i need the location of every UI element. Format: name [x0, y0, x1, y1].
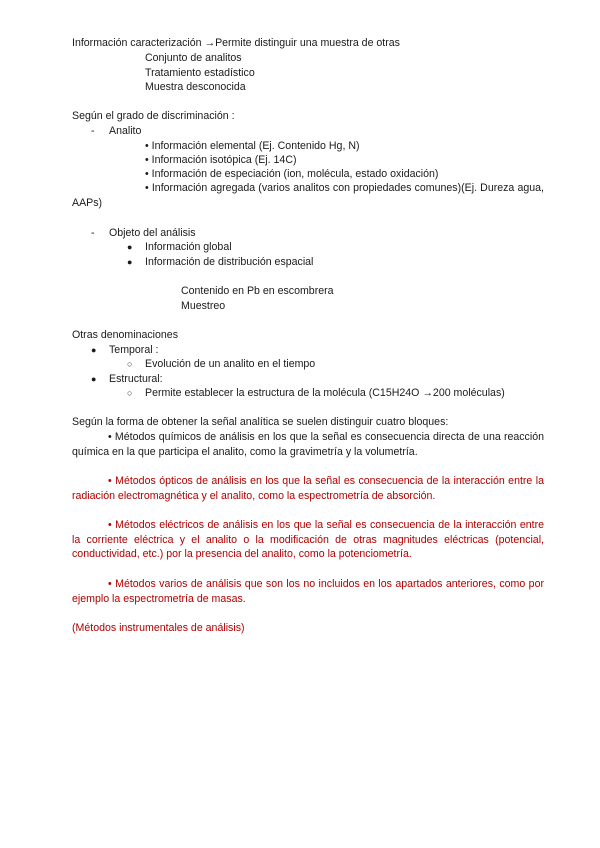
sub-tratamiento: Tratamiento estadístico: [145, 67, 255, 79]
metodos-instrumentales: (Métodos instrumentales de análisis): [72, 622, 245, 634]
analito-label: Analito: [109, 125, 142, 137]
bullet-dot: ●: [91, 345, 97, 355]
bullet-circle: ○: [127, 388, 133, 398]
bullet-dot: ●: [127, 257, 133, 267]
objeto-label: Objeto del análisis: [109, 227, 196, 239]
discrimination-intro: Según el grado de discriminación :: [72, 110, 235, 122]
methods-intro: Según la forma de obtener la señal analítica se suelen distinguir cuatro bloques:: [72, 416, 449, 428]
bullet-circle: ○: [127, 359, 133, 369]
dash-marker: -: [91, 125, 95, 137]
sub-muestra: Muestra desconocida: [145, 81, 246, 93]
metodos-quimicos: • Métodos químicos de análisis en los que la señal es consecuencia directa de una reacción química en la que participa el analito, como la gravimetría y la volumetría.: [72, 431, 544, 458]
info-especiacion: • Información de especiación (ion, molécula, estado oxidación): [145, 168, 439, 180]
info-agregada: • Información agregada (varios analitos con propiedades comunes)(Ej. Dureza agua, AAPs): [72, 182, 544, 209]
bullet-dot: ●: [91, 374, 97, 384]
sub-conjunto: Conjunto de analitos: [145, 52, 242, 64]
otras-title: Otras denominaciones: [72, 329, 178, 341]
metodos-varios: • Métodos varios de análisis que son los no incluidos en los apartados anteriores, como por ejemplo la espectrometría de masas.: [72, 578, 544, 605]
metodos-electricos: • Métodos eléctricos de análisis en los que la señal es consecuencia de la interacción entre la corriente eléctrica y el analito o la modificación de otras magnitudes eléctricas (potencial, conductividad, etc.) por la presencia del analito, como la potenciometría.: [72, 519, 544, 560]
dash-marker: -: [91, 227, 95, 239]
info-isotopica: • Información isotópica (Ej. 14C): [145, 154, 297, 166]
bullet-dot: ●: [127, 242, 133, 252]
example-contenido: Contenido en Pb en escombrera: [181, 285, 334, 297]
info-elemental: • Información elemental (Ej. Contenido Hg, N): [145, 140, 360, 152]
temporal-detail: Evolución de un analito en el tiempo: [145, 358, 316, 370]
estructural-label: Estructural:: [109, 373, 163, 385]
temporal-label: Temporal :: [109, 344, 159, 356]
estructural-detail: Permite establecer la estructura de la molécula (C15H24O →200 moléculas): [145, 387, 505, 399]
caracterizacion-title: Información caracterización →Permite distinguir una muestra de otras: [72, 37, 400, 49]
info-global: Información global: [145, 241, 232, 253]
info-distribucion: Información de distribución espacial: [145, 256, 314, 268]
metodos-opticos: • Métodos ópticos de análisis en los que la señal es consecuencia de la interacción entre la radiación electromagnética y el analito, como la espectrometría de absorción.: [72, 475, 544, 502]
example-muestreo: Muestreo: [181, 300, 226, 312]
